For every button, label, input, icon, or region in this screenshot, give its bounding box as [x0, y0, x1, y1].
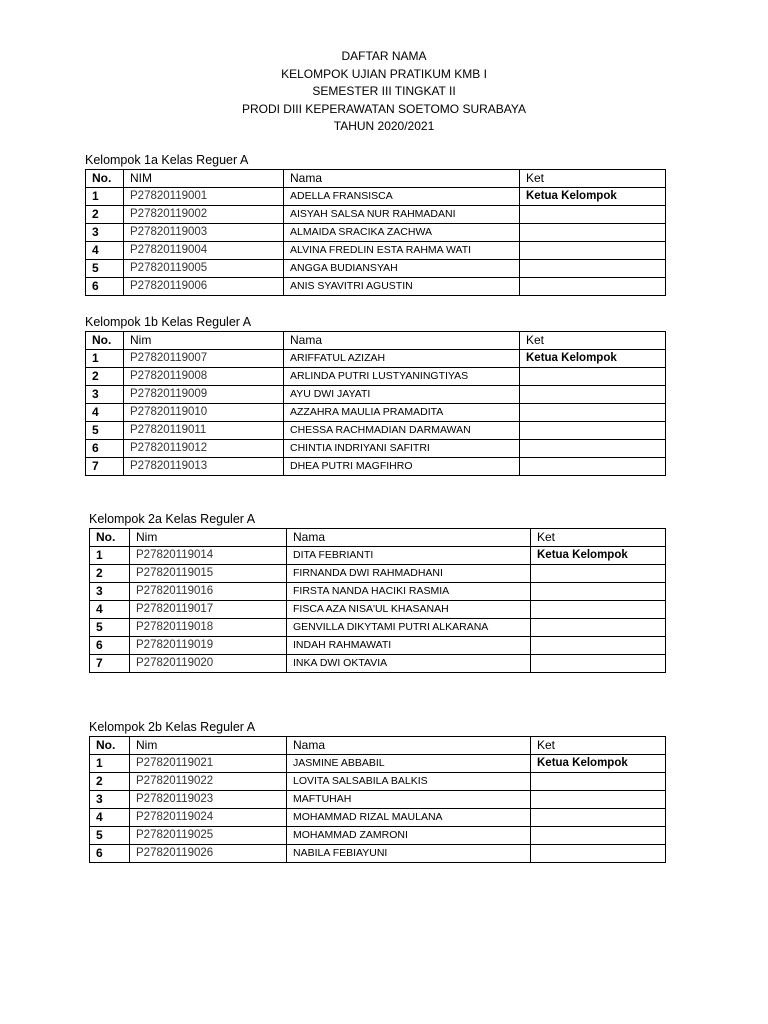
- cell-nama: CHINTIA INDRIYANI SAFITRI: [284, 440, 520, 458]
- cell-nim: P27820119024: [130, 809, 287, 827]
- cell-nama: MOHAMMAD ZAMRONI: [287, 827, 531, 845]
- column-header-ket: Ket: [531, 529, 666, 547]
- table-row: [86, 242, 666, 260]
- table-row: [90, 755, 666, 773]
- group-table: [89, 528, 666, 673]
- cell-nama: JASMINE ABBABIL: [287, 755, 531, 773]
- cell-nama: FIRSTA NANDA HACIKI RASMIA: [287, 583, 531, 601]
- cell-no: 5: [90, 827, 130, 845]
- column-header-nama: Nama: [284, 332, 520, 350]
- table-row: [90, 601, 666, 619]
- cell-ket: Ketua Kelompok: [531, 755, 666, 773]
- table-row: [86, 458, 666, 476]
- table-row: [86, 422, 666, 440]
- cell-nim: P27820119008: [124, 368, 284, 386]
- table-row: [90, 583, 666, 601]
- cell-nama: ADELLA FRANSISCA: [284, 188, 520, 206]
- table-row: [90, 637, 666, 655]
- cell-nim: P27820119020: [130, 655, 287, 673]
- table-row: [90, 845, 666, 863]
- cell-ket: [520, 278, 666, 296]
- cell-no: 1: [90, 547, 130, 565]
- cell-ket: [531, 655, 666, 673]
- cell-ket: [520, 242, 666, 260]
- table-row: [86, 386, 666, 404]
- cell-nama: DITA FEBRIANTI: [287, 547, 531, 565]
- cell-nama: ANGGA BUDIANSYAH: [284, 260, 520, 278]
- group-table: [85, 169, 666, 296]
- cell-nim: P27820119016: [130, 583, 287, 601]
- column-header-nim: NIM: [124, 170, 284, 188]
- table-row: [86, 188, 666, 206]
- cell-nim: P27820119018: [130, 619, 287, 637]
- cell-ket: [520, 224, 666, 242]
- cell-nim: P27820119001: [124, 188, 284, 206]
- cell-ket: [531, 619, 666, 637]
- table-row: [90, 827, 666, 845]
- cell-nama: ANIS SYAVITRI AGUSTIN: [284, 278, 520, 296]
- table-row: [90, 773, 666, 791]
- cell-nim: P27820119007: [124, 350, 284, 368]
- cell-nama: AZZAHRA MAULIA PRAMADITA: [284, 404, 520, 422]
- table-row: [90, 655, 666, 673]
- cell-nim: P27820119003: [124, 224, 284, 242]
- cell-no: 7: [86, 458, 124, 476]
- cell-nama: ARLINDA PUTRI LUSTYANINGTIYAS: [284, 368, 520, 386]
- column-header-nim: Nim: [130, 737, 287, 755]
- cell-no: 2: [90, 565, 130, 583]
- cell-no: 2: [86, 206, 124, 224]
- table-header-row: [90, 529, 666, 547]
- table-row: [86, 440, 666, 458]
- group-title: Kelompok 1b Kelas Reguler A: [85, 315, 252, 329]
- cell-nama: CHESSA RACHMADIAN DARMAWAN: [284, 422, 520, 440]
- cell-nama: ARIFFATUL AZIZAH: [284, 350, 520, 368]
- cell-ket: Ketua Kelompok: [520, 188, 666, 206]
- column-header-no: No.: [90, 737, 130, 755]
- cell-no: 1: [90, 755, 130, 773]
- table-header-row: [86, 170, 666, 188]
- cell-no: 1: [86, 188, 124, 206]
- header-semester: SEMESTER III TINGKAT II: [312, 84, 456, 98]
- cell-nama: FIRNANDA DWI RAHMADHANI: [287, 565, 531, 583]
- table-row: [90, 791, 666, 809]
- header-subtitle: KELOMPOK UJIAN PRATIKUM KMB I: [281, 66, 487, 81]
- table-row: [90, 547, 666, 565]
- cell-ket: [531, 845, 666, 863]
- cell-ket: [520, 206, 666, 224]
- cell-no: 6: [90, 845, 130, 863]
- cell-nim: P27820119009: [124, 386, 284, 404]
- cell-ket: [531, 601, 666, 619]
- column-header-no: No.: [86, 332, 124, 350]
- cell-nim: P27820119022: [130, 773, 287, 791]
- cell-nim: P27820119002: [124, 206, 284, 224]
- cell-no: 7: [90, 655, 130, 673]
- column-header-no: No.: [86, 170, 124, 188]
- cell-no: 4: [86, 242, 124, 260]
- cell-no: 3: [86, 386, 124, 404]
- cell-no: 3: [86, 224, 124, 242]
- table-row: [90, 565, 666, 583]
- cell-no: 2: [90, 773, 130, 791]
- cell-nim: P27820119017: [130, 601, 287, 619]
- cell-nim: P27820119011: [124, 422, 284, 440]
- group-title: Kelompok 2a Kelas Reguler A: [89, 512, 256, 526]
- cell-no: 6: [86, 278, 124, 296]
- cell-nama: LOVITA SALSABILA BALKIS: [287, 773, 531, 791]
- column-header-ket: Ket: [520, 170, 666, 188]
- group-2a: [89, 511, 666, 673]
- header-year: TAHUN 2020/2021: [333, 119, 435, 133]
- cell-ket: [520, 440, 666, 458]
- cell-nim: P27820119012: [124, 440, 284, 458]
- cell-nim: P27820119005: [124, 260, 284, 278]
- table-row: [86, 278, 666, 296]
- cell-nim: P27820119025: [130, 827, 287, 845]
- table-row: [86, 368, 666, 386]
- cell-ket: [531, 637, 666, 655]
- table-row: [86, 206, 666, 224]
- cell-ket: [520, 422, 666, 440]
- cell-ket: [520, 386, 666, 404]
- group-table: [85, 331, 666, 476]
- column-header-nim: Nim: [124, 332, 284, 350]
- cell-no: 3: [90, 791, 130, 809]
- cell-nim: P27820119010: [124, 404, 284, 422]
- cell-no: 6: [90, 637, 130, 655]
- table-row: [90, 809, 666, 827]
- cell-ket: Ketua Kelompok: [520, 350, 666, 368]
- cell-ket: [531, 791, 666, 809]
- cell-nama: MAFTUHAH: [287, 791, 531, 809]
- cell-nama: DHEA PUTRI MAGFIHRO: [284, 458, 520, 476]
- cell-nama: FISCA AZA NISA'UL KHASANAH: [287, 601, 531, 619]
- document-header: [0, 48, 768, 136]
- group-1a: [85, 152, 666, 296]
- cell-ket: [520, 458, 666, 476]
- column-header-nama: Nama: [287, 529, 531, 547]
- cell-nim: P27820119004: [124, 242, 284, 260]
- cell-nim: P27820119023: [130, 791, 287, 809]
- group-1b: [85, 314, 666, 476]
- cell-nama: NABILA FEBIAYUNI: [287, 845, 531, 863]
- cell-nama: AYU DWI JAYATI: [284, 386, 520, 404]
- cell-no: 2: [86, 368, 124, 386]
- cell-no: 4: [86, 404, 124, 422]
- table-row: [86, 260, 666, 278]
- column-header-nim: Nim: [130, 529, 287, 547]
- header-title: DAFTAR NAMA: [341, 49, 427, 63]
- table-row: [86, 404, 666, 422]
- cell-no: 3: [90, 583, 130, 601]
- cell-nim: P27820119026: [130, 845, 287, 863]
- cell-nim: P27820119021: [130, 755, 287, 773]
- cell-no: 5: [90, 619, 130, 637]
- group-title: Kelompok 1a Kelas Reguer A: [85, 153, 249, 167]
- column-header-nama: Nama: [284, 170, 520, 188]
- column-header-nama: Nama: [287, 737, 531, 755]
- cell-ket: [531, 773, 666, 791]
- cell-nama: INKA DWI OKTAVIA: [287, 655, 531, 673]
- cell-ket: [520, 368, 666, 386]
- cell-nim: P27820119013: [124, 458, 284, 476]
- cell-nama: MOHAMMAD RIZAL MAULANA: [287, 809, 531, 827]
- table-row: [86, 350, 666, 368]
- group-2b: [89, 719, 666, 863]
- table-row: [86, 224, 666, 242]
- cell-nama: AISYAH SALSA NUR RAHMADANI: [284, 206, 520, 224]
- table-header-row: [90, 737, 666, 755]
- group-table: [89, 736, 666, 863]
- cell-ket: [520, 404, 666, 422]
- cell-ket: Ketua Kelompok: [531, 547, 666, 565]
- cell-no: 6: [86, 440, 124, 458]
- header-program: PRODI DIII KEPERAWATAN SOETOMO SURABAYA: [241, 101, 527, 116]
- cell-ket: [520, 260, 666, 278]
- cell-nim: P27820119015: [130, 565, 287, 583]
- cell-ket: [531, 583, 666, 601]
- cell-nama: GENVILLA DIKYTAMI PUTRI ALKARANA: [287, 619, 531, 637]
- cell-no: 4: [90, 601, 130, 619]
- cell-nim: P27820119019: [130, 637, 287, 655]
- cell-nama: ALVINA FREDLIN ESTA RAHMA WATI: [284, 242, 520, 260]
- table-header-row: [86, 332, 666, 350]
- cell-ket: [531, 827, 666, 845]
- cell-nama: ALMAIDA SRACIKA ZACHWA: [284, 224, 520, 242]
- cell-nim: P27820119006: [124, 278, 284, 296]
- cell-ket: [531, 565, 666, 583]
- cell-no: 4: [90, 809, 130, 827]
- cell-no: 5: [86, 422, 124, 440]
- column-header-no: No.: [90, 529, 130, 547]
- column-header-ket: Ket: [531, 737, 666, 755]
- cell-ket: [531, 809, 666, 827]
- group-title: Kelompok 2b Kelas Reguler A: [89, 720, 256, 734]
- cell-nama: INDAH RAHMAWATI: [287, 637, 531, 655]
- table-row: [90, 619, 666, 637]
- cell-no: 5: [86, 260, 124, 278]
- column-header-ket: Ket: [520, 332, 666, 350]
- cell-no: 1: [86, 350, 124, 368]
- cell-nim: P27820119014: [130, 547, 287, 565]
